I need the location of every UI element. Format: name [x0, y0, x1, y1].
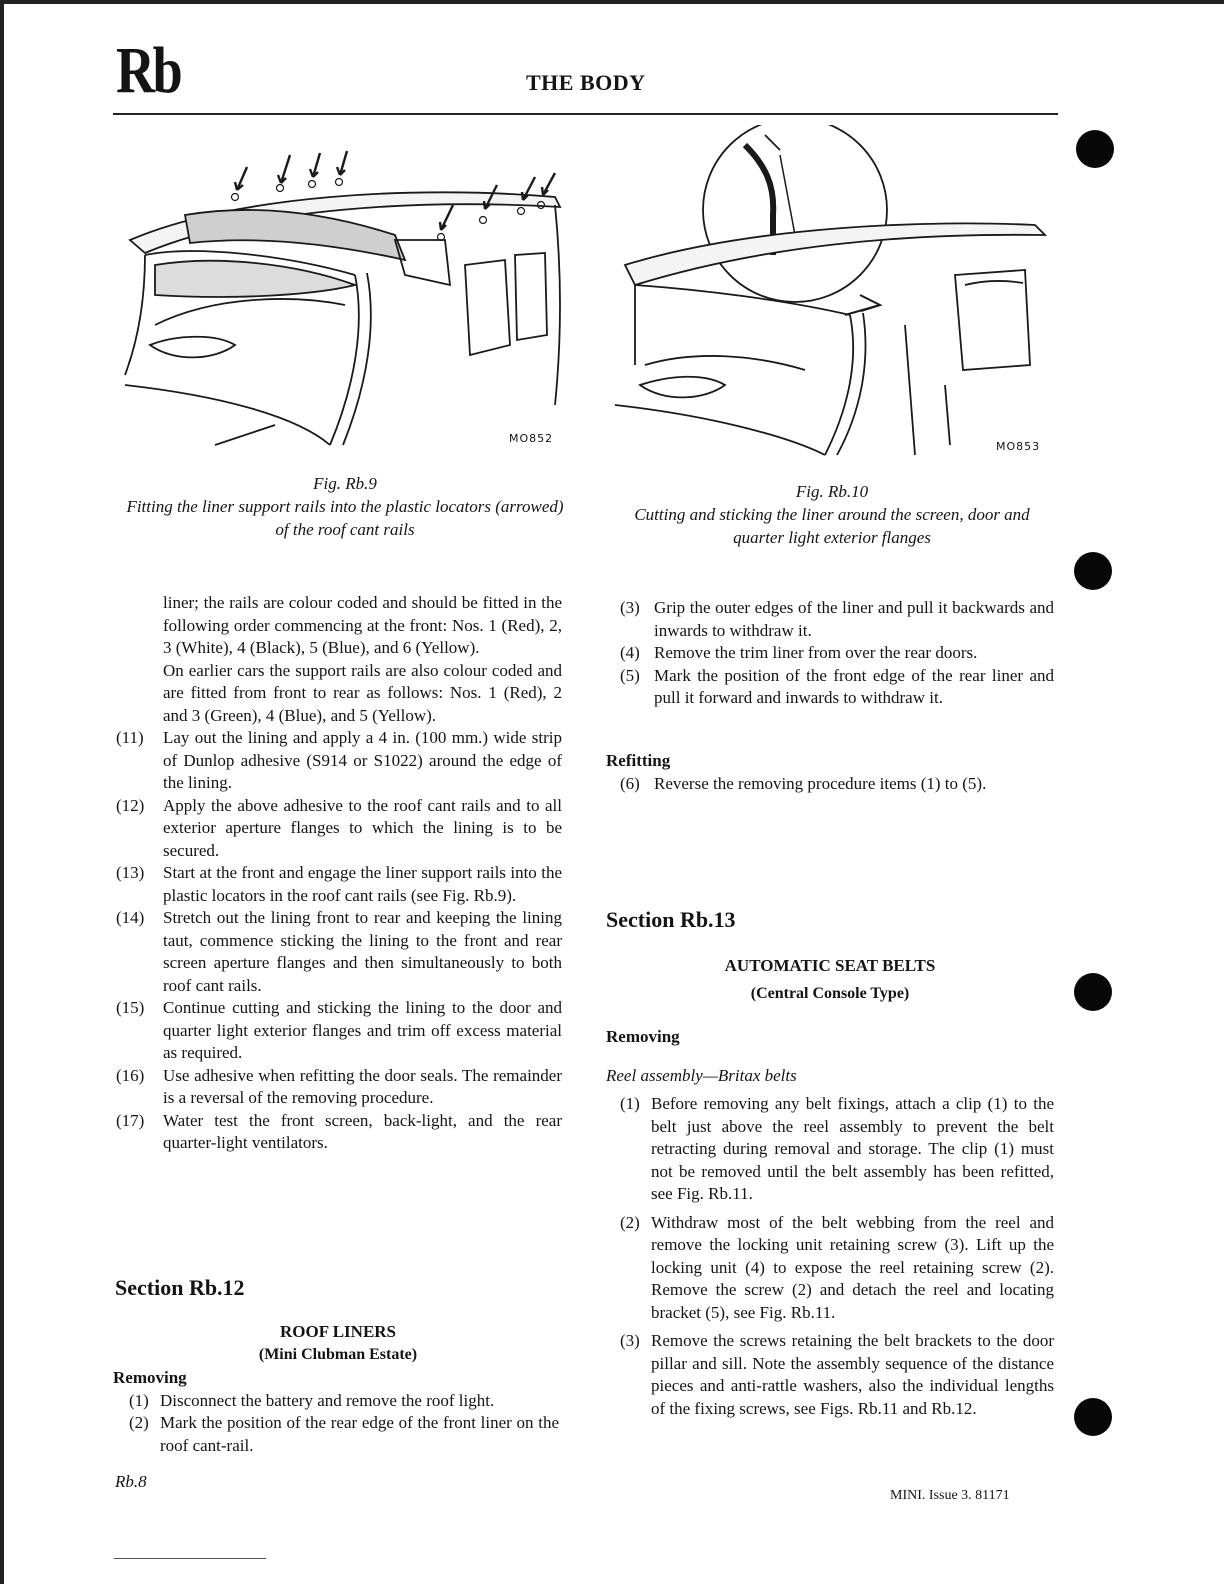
step-text: Mark the position of the front edge of the rear liner and pull it forward and inwards to withdraw it.	[654, 665, 1054, 707]
step-text: Stretch out the lining front to rear and keeping the lining taut, commence sticking the lining to the front and rear screen aperture flanges and then simultaneously to both roof cant rails.	[163, 908, 562, 995]
step-item	[620, 1212, 1054, 1325]
step-item	[116, 997, 562, 1065]
section-rb12-heading: Section Rb.12	[115, 1275, 245, 1300]
step-text: Mark the position of the rear edge of the front liner on the roof cant-rail.	[160, 1413, 559, 1455]
step-item	[620, 665, 1054, 710]
step-item	[116, 862, 562, 907]
section-rb12-subtitle: (Mini Clubman Estate)	[258, 1346, 418, 1363]
figure-rb9-illustration	[115, 145, 575, 460]
step-text: Reverse the removing procedure items (1) to (5).	[654, 773, 987, 793]
step-number: (11)	[116, 728, 144, 747]
step-text: Apply the above adhesive to the roof cant rails and to all exterior aperture flanges to which the lining is to be secured.	[163, 795, 562, 860]
earlier-cars-paragraph: On earlier cars the support rails are also colour coded and are fitted from front to rear as follows: Nos. 1 (Red), 2 and 3 (Green), 4 (Blue), and 5 (Yellow).	[163, 660, 562, 725]
section-rb13-title: AUTOMATIC SEAT BELTS	[724, 956, 936, 975]
removing-subheading: Removing	[113, 1368, 187, 1387]
footer-rule	[114, 1558, 266, 1559]
issue-note: MINI. Issue 3. 81171	[890, 1488, 1010, 1503]
figure-rb10-number: Fig. Rb.10	[795, 482, 869, 501]
step-text: Before removing any belt fixings, attach a clip (1) to the belt just above the reel assembly to prevent the belt retracting during removal and storage. The clip (1) must not be removed until the belt assembly has been refitted, see Fig. Rb.11.	[651, 1094, 1054, 1203]
step-number: (14)	[116, 908, 145, 927]
section-rb13-body	[620, 1093, 1054, 1420]
step-item	[620, 1330, 1054, 1420]
step-item	[620, 1093, 1054, 1206]
step-number: (16)	[116, 1065, 145, 1085]
section-rb13-subtitle: (Central Console Type)	[750, 985, 910, 1002]
step-number: (15)	[116, 998, 145, 1017]
step-text: Grip the outer edges of the liner and pull it backwards and inwards to withdraw it.	[654, 598, 1054, 640]
step-number: (5)	[620, 665, 640, 685]
step-text: Withdraw most of the belt webbing from the reel and remove the locking unit retaining screw (3). Lift up the locking unit (4) to expose the reel retaining screw (2). Remove the screw (2) and detach the reel and locating bracket (5), see Fig. Rb.11.	[651, 1212, 1054, 1322]
section-code: Rb	[116, 34, 181, 107]
punch-hole-3	[1074, 973, 1112, 1011]
figure-rb9-caption	[125, 472, 565, 541]
detail-inset	[703, 125, 887, 315]
page-border-left	[0, 0, 4, 1584]
step-number: (13)	[116, 863, 145, 882]
step-text: Water test the front screen, back-light, and the rear quarter-light ventilators.	[163, 1110, 562, 1152]
page-title: THE BODY	[526, 70, 646, 95]
step-number: (3)	[620, 1331, 640, 1350]
header-rule	[113, 113, 1058, 115]
figure-rb9-number: Fig. Rb.9	[313, 474, 377, 493]
reel-assembly-subheading: Reel assembly—Britax belts	[606, 1066, 797, 1085]
step-number: (3)	[620, 598, 640, 617]
figure-rb10-label: MO853	[996, 440, 1041, 453]
step-item	[116, 1065, 562, 1110]
page-number: Rb.8	[115, 1472, 147, 1491]
step-number: (1)	[129, 1390, 149, 1410]
left-column	[116, 592, 562, 1155]
step-text: Disconnect the battery and remove the roof light.	[160, 1390, 495, 1410]
figure-rb9-caption-text: Fitting the liner support rails into the plastic locators (arrowed) of the roof cant rails	[126, 497, 564, 539]
step-item	[116, 1110, 562, 1155]
section-rb12-title: ROOF LINERS	[279, 1322, 397, 1341]
section-rb13-heading: Section Rb.13	[606, 907, 736, 932]
figure-rb10-illustration	[605, 125, 1055, 460]
figure-rb10-caption	[612, 480, 1052, 549]
page-border-top	[0, 0, 1224, 4]
punch-hole-2	[1074, 552, 1112, 590]
step-item	[620, 597, 1054, 642]
continuation-paragraph: liner; the rails are colour coded and should be fitted in the following order commencing at the front: Nos. 1 (Red), 2, 3 (White), 4 (Black), 5 (Blue), and 6 (Yellow).	[163, 593, 562, 657]
figure-rb9-label: MO852	[509, 432, 554, 445]
step-number: (12)	[116, 795, 145, 815]
step-item	[116, 907, 562, 997]
step-text: Continue cutting and sticking the lining to the door and quarter light exterior flanges and trim off excess material as required.	[163, 998, 562, 1062]
step-number: (6)	[620, 773, 640, 793]
right-column-top	[620, 597, 1054, 710]
step-item	[620, 642, 1054, 665]
step-number: (4)	[620, 643, 640, 662]
car-roof-drawing	[125, 192, 560, 445]
step-text: Remove the trim liner from over the rear doors.	[654, 643, 978, 662]
step-item	[116, 795, 562, 863]
step-text: Remove the screws retaining the belt brackets to the door pillar and sill. Note the assembly sequence of the distance pieces and anti-rattle washers, also the individual lengths of the fixing screws, see Figs. Rb.11 and Rb.12.	[651, 1331, 1054, 1418]
step-item	[116, 727, 562, 795]
section-rb13-removing: Removing	[606, 1027, 680, 1046]
step-number: (17)	[116, 1110, 145, 1130]
refitting-subheading: Refitting	[606, 751, 671, 770]
step-item	[113, 1412, 559, 1457]
step-item	[113, 1390, 559, 1413]
punch-hole-1	[1076, 130, 1114, 168]
step-number: (2)	[129, 1413, 149, 1432]
step-item	[606, 773, 1054, 796]
car-body-drawing	[615, 223, 1045, 455]
figure-rb10-caption-text: Cutting and sticking the liner around the screen, door and quarter light exterior flanges	[634, 505, 1030, 547]
step-number: (1)	[620, 1094, 640, 1113]
step-text: Start at the front and engage the liner support rails into the plastic locators in the roof cant rails (see Fig. Rb.9).	[163, 863, 562, 905]
step-text: Lay out the lining and apply a 4 in. (100 mm.) wide strip of Dunlop adhesive (S914 or S1022) around the edge of the lining.	[163, 728, 562, 792]
refitting-block	[606, 750, 1054, 795]
punch-hole-4	[1074, 1398, 1112, 1436]
step-text: Use adhesive when refitting the door seals. The remainder is a reversal of the removing procedure.	[163, 1065, 562, 1107]
section-rb12-body	[113, 1367, 559, 1457]
step-number: (2)	[620, 1212, 640, 1232]
